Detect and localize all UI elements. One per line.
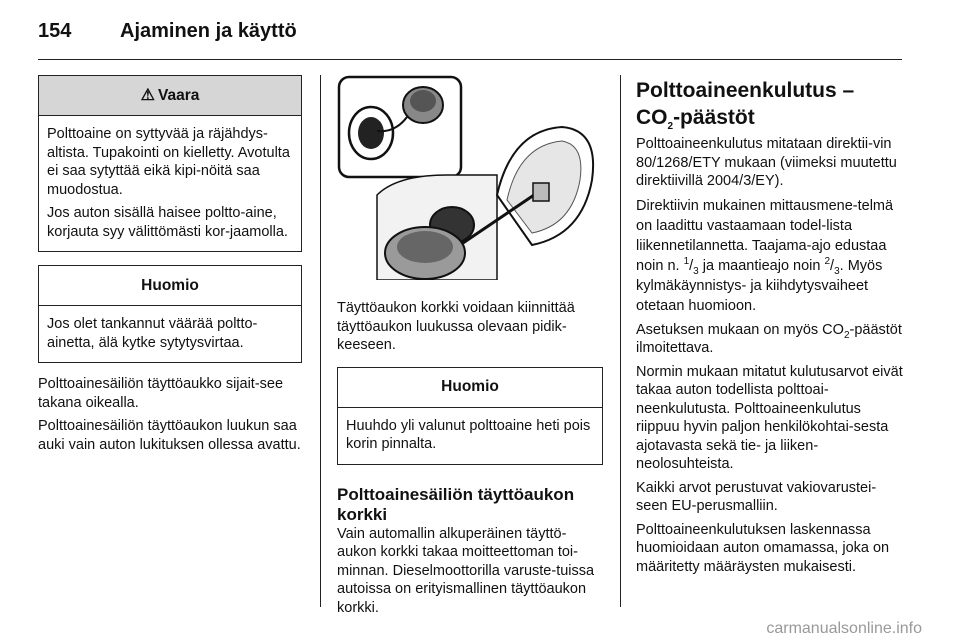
fraction-1-numerator: 1 [683,255,690,267]
p3-part-a: Asetuksen mukaan on myös CO [636,321,844,338]
col1-paragraph-1: Polttoainesäiliön täyttöaukko sijait-see takana oikealla. [38,376,284,411]
col1-paragraph-2: Polttoainesäiliön täyttöaukon luukun saa auki vain auton lukituksen ollessa avattu. [38,418,301,453]
col3-paragraph-2: Direktiivin mukainen mittausmene-telmä on laadittu vastaamaan todel-lista liikennetilannetta. Taajama-ajo edustaa noin n. $^1/_3$ ja maantieajo noin $^2/_3$. Myös kylmäkäynnistys- ja kiihdytysvaiheet otetaan huomioon. [636,197,894,314]
fraction-2-numerator: 2 [824,255,831,267]
col3-paragraph-4: Normin mukaan mitatut kulutusarvot eivät takaa auton todellista polttoai-neenkulutusta. Polttoaineenkulutus riippuu hyvin paljon henkilökohtai-sesta ajotavasta sekä tie- ja liiken-neolosuhteista. [636,363,903,472]
col3-paragraph-5: Kaikki arvot perustuvat vakiovarustei-seen EU-perusmalliin. [636,479,877,514]
heading-co2-subscript: 2 [667,121,674,133]
col3-paragraph-1: Polttoaineenkulutus mitataan direktii-vin 80/1268/ETY mukaan (viimeksi muutettu direktiivillä 2004/3/EY). [636,136,897,189]
page-number: 154 [38,20,72,42]
column-divider-2 [620,75,621,607]
column-divider-1 [320,75,321,607]
section-heading-fuel-cap: Polttoainesäiliön täyttöaukon korkki [337,484,575,524]
watermark: carmanualsonline.info [766,620,922,637]
notice-box-2-title: Huomio [441,378,499,395]
fuel-cap-illustration [337,75,603,280]
fraction-2-denominator: 3 [834,265,840,277]
heading-co: CO [636,106,668,129]
p3-co2-subscript: 2 [843,329,850,341]
caption: Täyttöaukon korkki voidaan kiinnittää täyttöaukon luukussa olevaan pidik-keeseen. [337,300,575,353]
notice-box-body [39,306,301,362]
col3-paragraph-3 [636,321,904,358]
notice-box-header [39,266,301,306]
column-3 [636,75,904,581]
notice-2-text: Huuhdo yli valunut polttoaine heti pois korin pinnalta. [346,417,591,452]
heading-line-1: Polttoaineenkulutus – [636,79,855,102]
notice-box [38,265,302,363]
notice-text: Jos olet tankannut väärää poltto-ainetta, älä kytke sytytysvirtaa. [47,316,258,351]
page-title: Ajaminen ja käyttö [120,20,297,42]
notice-box-2 [337,367,603,465]
notice-box-2-body [338,408,602,464]
section-heading-consumption [636,77,904,131]
column-1 [38,75,302,459]
heading-emissions: -päästöt [673,106,755,129]
danger-box-header [39,76,301,116]
column-2 [337,75,603,622]
fraction-1-denominator: 3 [693,265,699,277]
danger-paragraph-2: Jos auton sisällä haisee poltto-aine, korjauta syy välittömästi kor-jaamolla. [47,205,288,240]
notice-box-2-header [338,368,602,408]
p2-part-b: ja maantieajo noin [698,257,825,274]
p3-part-b: -päästöt ilmoitettava. [636,321,902,356]
p2-part-c: . Myös kylmäkäynnistys- ja kiihdytysvaiheet otetaan huomioon. [636,257,883,314]
col2-paragraph-1: Vain automallin alkuperäinen täyttö-aukon korkki takaa moitteettoman toi-minnan. Dieselmoottorilla varuste-tuissa autoissa on erityismallinen täyttöaukon korkki. [337,525,595,616]
danger-box [38,75,302,252]
danger-box-body [39,116,301,251]
danger-paragraph-1: Polttoaine on syttyvää ja räjähdys-altista. Tupakointi on kielletty. Avotulta ei saa sytyttää eikä kipi-nöitä saa muodostua. [47,126,290,198]
col3-paragraph-6: Polttoaineenkulutuksen laskennassa huomioidaan auton omamassa, joka on määritetty määräysten mukaisesti. [636,521,890,575]
danger-box-title: Vaara [157,86,200,104]
page-header [38,14,902,60]
notice-box-title: Huomio [141,276,199,294]
p2-part-a: Direktiivin mukainen mittausmene-telmä on laadittu vastaamaan todel-lista liikennetilannetta. Taajama-ajo edustaa noin n. [636,197,894,274]
warning-triangle-icon: ⚠ [140,86,155,104]
